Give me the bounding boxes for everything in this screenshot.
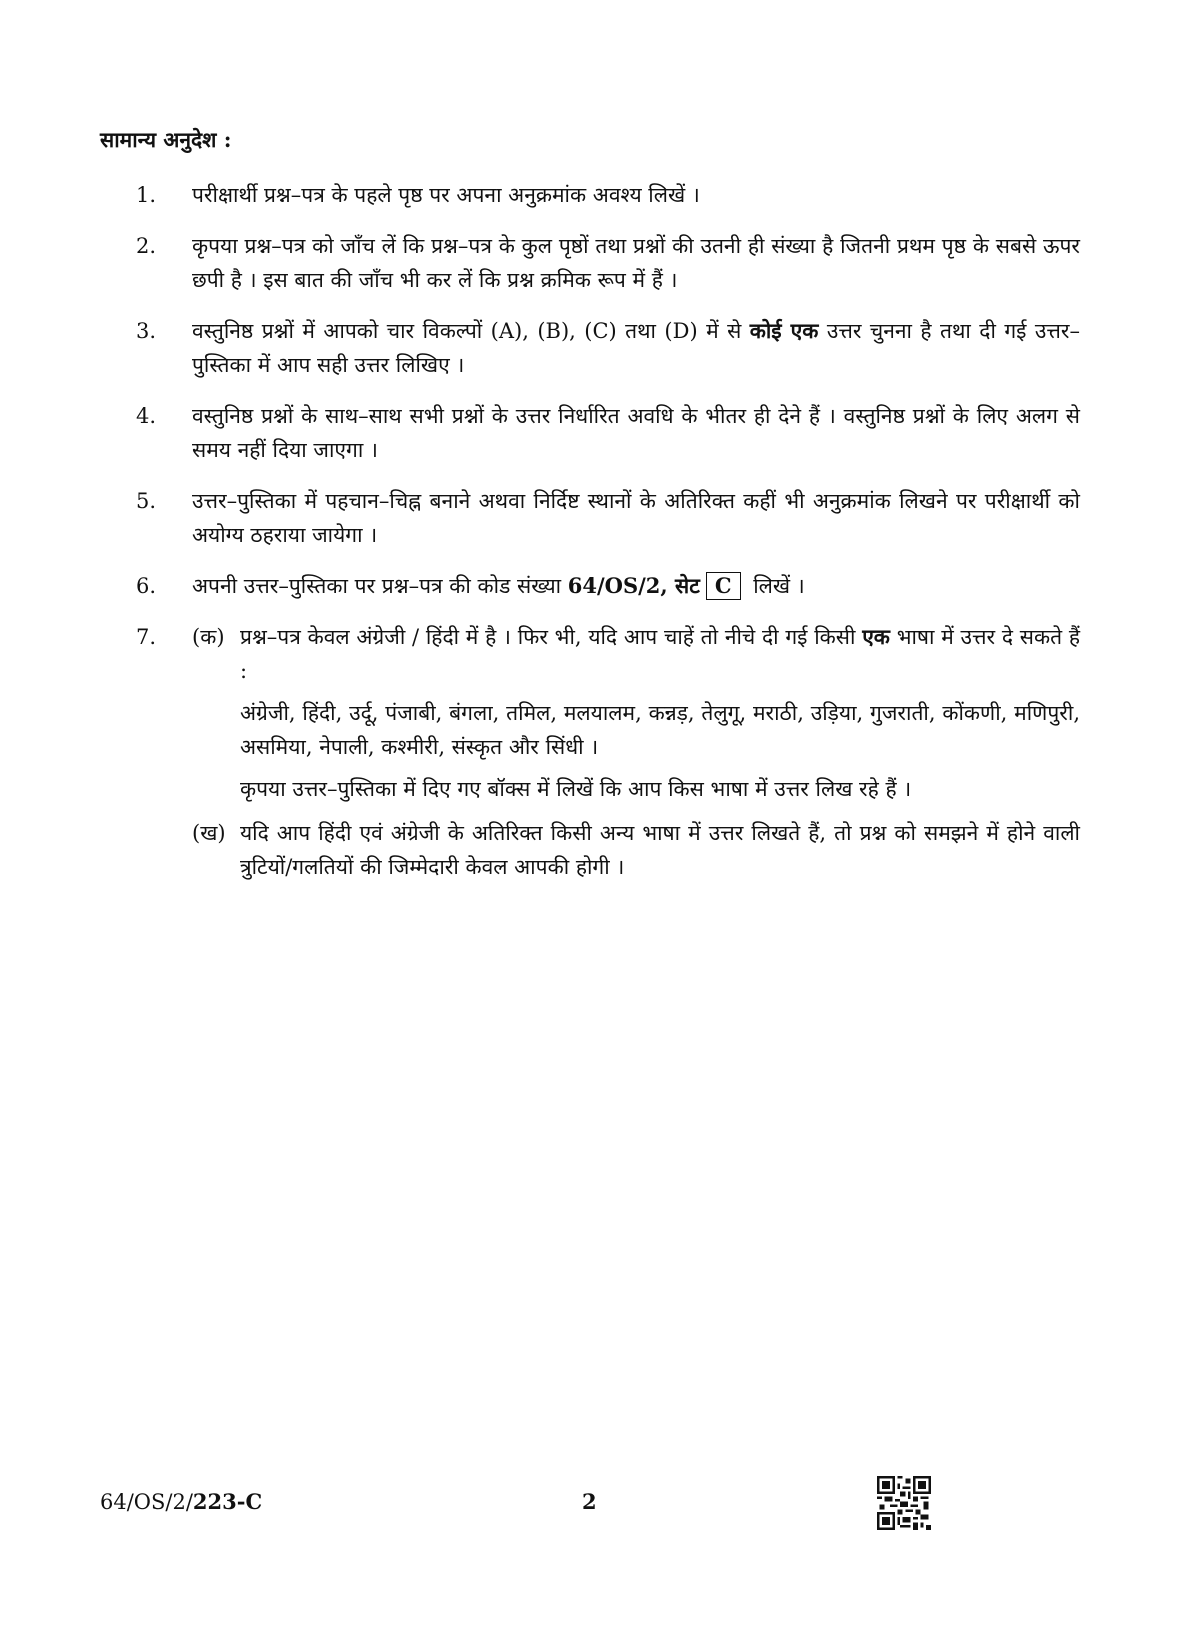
instruction-text: वस्तुनिष्ठ प्रश्नों के साथ–साथ सभी प्रश्नों के उत्तर निर्धारित अवधि के भीतर ही देने हैं । वस्तुनिष्ठ प्रश्नों के लिए अलग से समय नहीं दिया जाएगा । [192,404,1080,462]
sub-label: (क) [192,625,225,649]
sub-instruction-ka [192,620,1080,688]
sub-label: (ख) [192,821,226,845]
instruction-item-6 [100,569,1080,603]
emphasis-text: एक [862,624,890,649]
instructions-list [100,178,1080,901]
instruction-item-2 [100,229,1080,297]
instruction-number: 7. [136,625,157,649]
page-number: 2 [582,1489,597,1514]
qr-code-icon [877,1476,931,1530]
text-part: लिखें । [746,574,805,598]
paper-code-suffix: 223-C [192,1489,263,1514]
instruction-number: 3. [136,319,157,343]
text-part: भाषा में उत्तर दे सकते हैं : [240,625,1080,683]
general-instructions-heading: सामान्य अनुदेश : [100,127,232,152]
sub-instruction-kha [192,816,1080,884]
instruction-item-1 [100,178,1080,212]
emphasis-text: 64/OS/2, सेट [567,573,700,598]
instruction-text: कृपया प्रश्न–पत्र को जाँच लें कि प्रश्न–पत्र के कुल पृष्ठों तथा प्रश्नों की उतनी ही संख्या है जितनी प्रथम पृष्ठ के सबसे ऊपर छपी है । इस बात की जाँच भी कर लें कि प्रश्न क्रमिक रूप में हैं । [192,234,1080,292]
emphasis-text: कोई एक [749,318,819,343]
instruction-text [192,620,1080,884]
instruction-text [192,569,1080,603]
sub-text [240,620,1080,688]
sub-text: यदि आप हिंदी एवं अंग्रेजी के अतिरिक्त किसी अन्य भाषा में उत्तर लिखते हैं, तो प्रश्न को समझने में होने वाली त्रुटियों/गलतियों की जिम्मेदारी केवल आपकी होगी । [240,821,1080,879]
text-part: उत्तर चुनना है तथा दी गई उत्तर–पुस्तिका में आप सही उत्तर लिखिए । [192,319,1081,377]
instruction-item-5 [100,484,1080,552]
instruction-item-7 [100,620,1080,884]
instruction-text: परीक्षार्थी प्रश्न–पत्र के पहले पृष्ठ पर अपना अनुक्रमांक अवश्य लिखें । [192,183,700,207]
instruction-number: 2. [136,234,157,258]
instruction-number: 1. [136,183,157,207]
set-code-box: C [706,572,741,600]
paper-code-prefix: 64/OS/2/ [100,1490,193,1514]
text-part: प्रश्न–पत्र केवल अंग्रेजी / हिंदी में है । फिर भी, यदि आप चाहें तो नीचे दी गई किसी [240,625,863,649]
instruction-item-4 [100,399,1080,467]
text-part: अपनी उत्तर–पुस्तिका पर प्रश्न–पत्र की कोड संख्या [192,574,568,598]
instruction-number: 6. [136,574,157,598]
instruction-number: 5. [136,489,157,513]
instruction-item-3 [100,314,1080,382]
instruction-number: 4. [136,404,157,428]
instruction-text: उत्तर–पुस्तिका में पहचान–चिह्न बनाने अथवा निर्दिष्ट स्थानों के अतिरिक्त कहीं भी अनुक्रमांक लिखने पर परीक्षार्थी को अयोग्य ठहराया जायेगा । [192,489,1080,547]
instruction-text [192,314,1080,382]
languages-list: अंग्रेजी, हिंदी, उर्दू, पंजाबी, बंगला, तमिल, मलयालम, कन्नड़, तेलुगू, मराठी, उड़िया, गुजराती, कोंकणी, मणिपुरी, असमिया, नेपाली, कश्मीरी, संस्कृत और सिंधी । [240,701,1080,759]
paper-code [100,1489,262,1514]
language-note: कृपया उत्तर–पुस्तिका में दिए गए बॉक्स में लिखें कि आप किस भाषा में उत्तर लिख रहे हैं । [240,777,912,801]
text-part: वस्तुनिष्ठ प्रश्नों में आपको चार विकल्पों (A), (B), (C) तथा (D) में से [192,319,750,343]
